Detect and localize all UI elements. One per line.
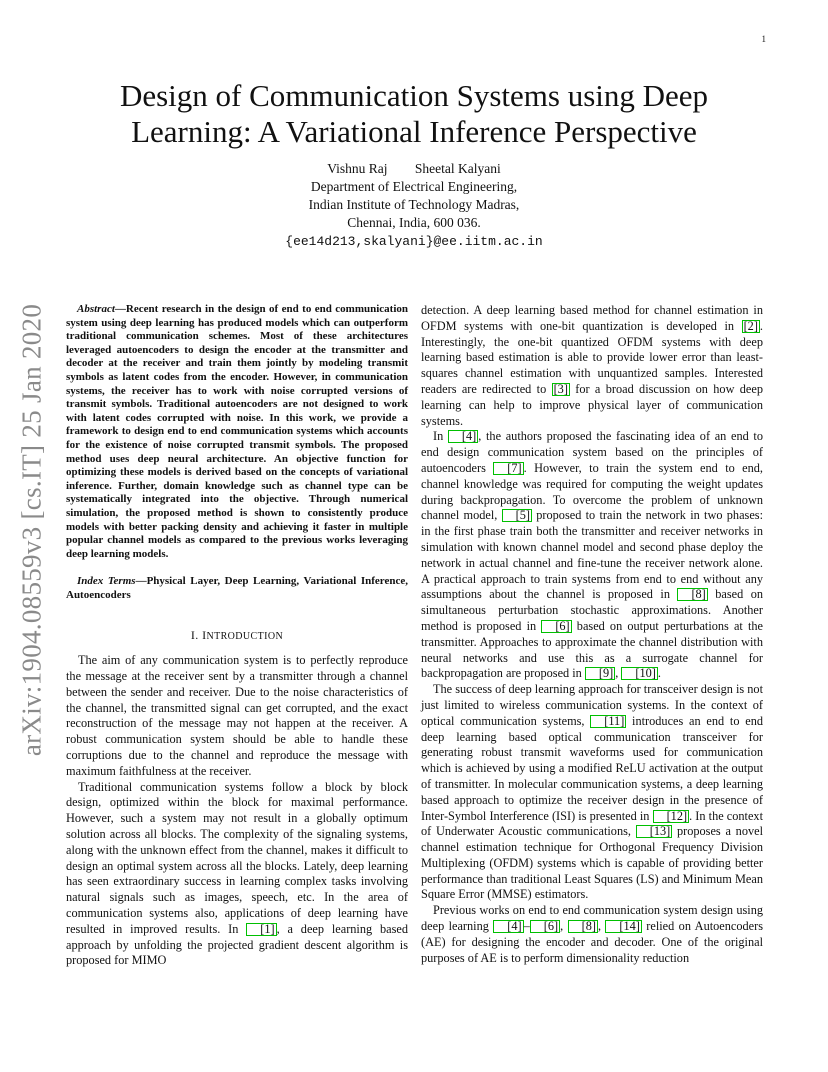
paragraph-text: . Interestingly, the one-bit quantized OFDM systems with deep learning based estimation is able to provide lower error than least-squares channel estimation with unquantized samples. Interested readers are redirected to — [421, 318, 763, 396]
paragraph-text: . However, to train the system end to end, channel knowledge was required for computing the weight updates during backpropagation. To overcome the problem of unknown channel model, — [421, 460, 763, 523]
index-terms-text: —Physical Layer, Deep Learning, Variational Inference, Autoencoders — [66, 575, 408, 601]
paragraph-text: The success of deep learning approach for transceiver design is not just limited to wireless communication systems. In the context of optical communication systems, — [421, 682, 763, 728]
citation-link[interactable]: [5] — [502, 509, 532, 522]
paragraph-text: In — [433, 429, 448, 444]
intro-paragraph-2 — [66, 780, 408, 970]
paragraph-text: , a deep learning based approach by unfolding the projected gradient descent algorithm is proposed for MIMO — [66, 921, 408, 968]
citation-link[interactable]: [14] — [605, 920, 642, 933]
affiliation-line: Indian Institute of Technology Madras, — [308, 197, 520, 212]
citation-link[interactable]: [3] — [553, 381, 568, 396]
citation-link[interactable]: [4] — [493, 920, 523, 933]
title-line-2: Learning: A Variational Inference Perspective — [131, 114, 697, 149]
section-heading-introduction — [66, 628, 408, 645]
section-title-rest: NTRODUCTION — [206, 631, 284, 643]
paragraph-text: . — [657, 666, 661, 681]
paragraph-text: , the authors proposed the fascinating idea of an end to end design communication system based on the principles of autoencoders — [421, 429, 763, 475]
paragraph-text: proposes a novel channel estimation technique for Orthogonal Frequency Division Multiplexing (OFDM) systems which is capable of providing better performance than traditional Least Squares (LS) and Minimum Mean Square Error (MMSE) estimators. — [421, 824, 763, 902]
paper-title — [70, 78, 758, 150]
intro-paragraph-2-continued — [421, 303, 763, 429]
author-email: {ee14d213,skalyani}@ee.iitm.ac.in — [285, 234, 543, 249]
left-column — [66, 303, 408, 969]
paragraph-text: proposed to train the network in two phases: in the first phase train both the transmitter and receiver networks in simulation with known channel model and second phase deploy the network in actual channel and fine-tune the receiver network alone. A practical approach to train systems from end to end without any assumptions about the channel is proposed in — [421, 508, 763, 602]
intro-paragraph-4 — [421, 682, 763, 903]
paragraph-text: Previous works on end to end communication system design using deep learning — [421, 903, 763, 934]
section-title-initial: I — [202, 628, 207, 643]
paragraph-text: relied on Autoencoders (AE) for designing the encoder and decoder. One of the original purposes of AE is to perform dimensionality reduction — [421, 919, 763, 965]
paragraph-text: Traditional communication systems follow a block by block design, optimized within the block for maximal performance. However, such a system may not result in a globally optimum solution across all blocks. The complexity of the signaling systems, along with the unknown effect from the channel, makes it difficult to design an optimal system across all the blocks. Lately, deep learning has seen extraordinary success in learning complex tasks involving natural signals such as images, speech, etc. In the area of communication systems also, applications of deep learning have resulted in improved results. In — [66, 779, 408, 936]
right-column — [421, 303, 763, 966]
paragraph-text: introduces an end to end deep learning based optical communication transceiver for generating robust transmit waveforms used for communication which is achieved by using a modified ReLU activation at the output of transmitter. In molecular communication systems, a deep learning based approach to optimize the receiver design in the presence of Inter-Symbol Interference (ISI) is presented in — [421, 713, 763, 823]
arxiv-stamp-text: arXiv:1904.08559v3 [cs.IT] 25 Jan 2020 — [16, 303, 47, 757]
citation-link[interactable]: [6] — [541, 620, 571, 633]
paragraph-text: , — [597, 919, 606, 934]
citation-link[interactable]: [11] — [590, 715, 626, 728]
abstract-text: —Recent research in the design of end to end communication system using deep learning has produced models which can outperform traditional communication schemes. Most of these architectures leveraged autoencoders to design the encoder at the transmitter and decoder at the receiver and train them jointly by modeling transmit symbols as latent codes from the encoder. However, in communication systems, the receiver has to work with noise corrupted versions of transmit symbols. Traditional autoencoders are not designed to work with latent codes corrupted with noise. In this work, we provide a framework to design end to end communication systems which accounts for the existence of noise corrupted transmit symbols. The proposed method uses deep neural architecture. An objective function for optimizing these models is derived based on the concepts of variational inference. Further, domain knowledge such as channel type can be systematically integrated into the objective. Through numerical simulation, the proposed method is shown to consistently produce models with better packing density and achieving it faster in multiple popular channel models as compared to the previous works leveraging deep learning models. — [66, 303, 408, 560]
citation-link[interactable]: [4] — [448, 430, 478, 443]
intro-paragraph-1: The aim of any communication system is to perfectly reproduce the message at the receiver sent by a transmitter through a channel between the sender and receiver. Due to the noise characteristics of the channel, the transmitted signal can get corrupted, and the exact reconstruction of the message may not happen at the receiver. A robust communication system should be able to handle these corruptions due to the channel and reproduce the message with maximum faithfulness at the receiver. — [66, 653, 408, 778]
citation-link[interactable]: [12] — [653, 810, 690, 823]
author-name: Vishnu Raj — [327, 161, 388, 176]
abstract — [66, 303, 408, 561]
index-terms — [66, 575, 408, 602]
citation-link[interactable]: [6] — [530, 920, 560, 933]
paragraph-text: , — [615, 666, 622, 681]
paragraph-text: based on simultaneous perturbation stochastic approximations. Another method is proposed in — [421, 587, 763, 633]
affiliation-line: Chennai, India, 600 036. — [347, 215, 481, 230]
citation-link[interactable]: [10] — [621, 667, 658, 680]
page-number: 1 — [761, 34, 766, 44]
citation-link[interactable]: [9] — [585, 667, 615, 680]
abstract-label: Abstract — [77, 303, 115, 315]
paragraph-text: detection. A deep learning based method for channel estimation in OFDM systems with one-bit quantization is developed in — [421, 303, 763, 333]
citation-link[interactable]: [8] — [677, 588, 707, 601]
intro-paragraph-3 — [421, 429, 763, 682]
author-block — [70, 160, 758, 251]
intro-paragraph-5 — [421, 903, 763, 966]
author-name: Sheetal Kalyani — [414, 161, 501, 176]
paragraph-text: . In the context of Underwater Acoustic communications, — [421, 808, 763, 839]
citation-link[interactable]: [7] — [493, 462, 523, 475]
citation-link[interactable]: [2] — [743, 318, 758, 333]
citation-link[interactable]: [1] — [246, 923, 276, 936]
citation-link[interactable]: [13] — [636, 825, 673, 838]
paragraph-text: based on output perturbations at the transmitter. Approaches to approximate the channel distribution with neural networks and use this as a surrogate channel for backpropagation are proposed in — [421, 618, 764, 681]
section-number: I. — [190, 628, 199, 643]
paragraph-text: – — [523, 919, 530, 934]
author-names — [70, 160, 758, 178]
title-line-1: Design of Communication Systems using Deep — [119, 78, 709, 113]
arxiv-stamp — [12, 300, 52, 760]
index-terms-label: Index Terms — [77, 575, 136, 588]
citation-link[interactable]: [8] — [568, 920, 598, 933]
paragraph-text: , — [560, 919, 568, 934]
paragraph-text: for a broad discussion on how deep learning can help to improve physical layer of communication systems. — [421, 381, 763, 428]
affiliation-line: Department of Electrical Engineering, — [310, 179, 518, 194]
